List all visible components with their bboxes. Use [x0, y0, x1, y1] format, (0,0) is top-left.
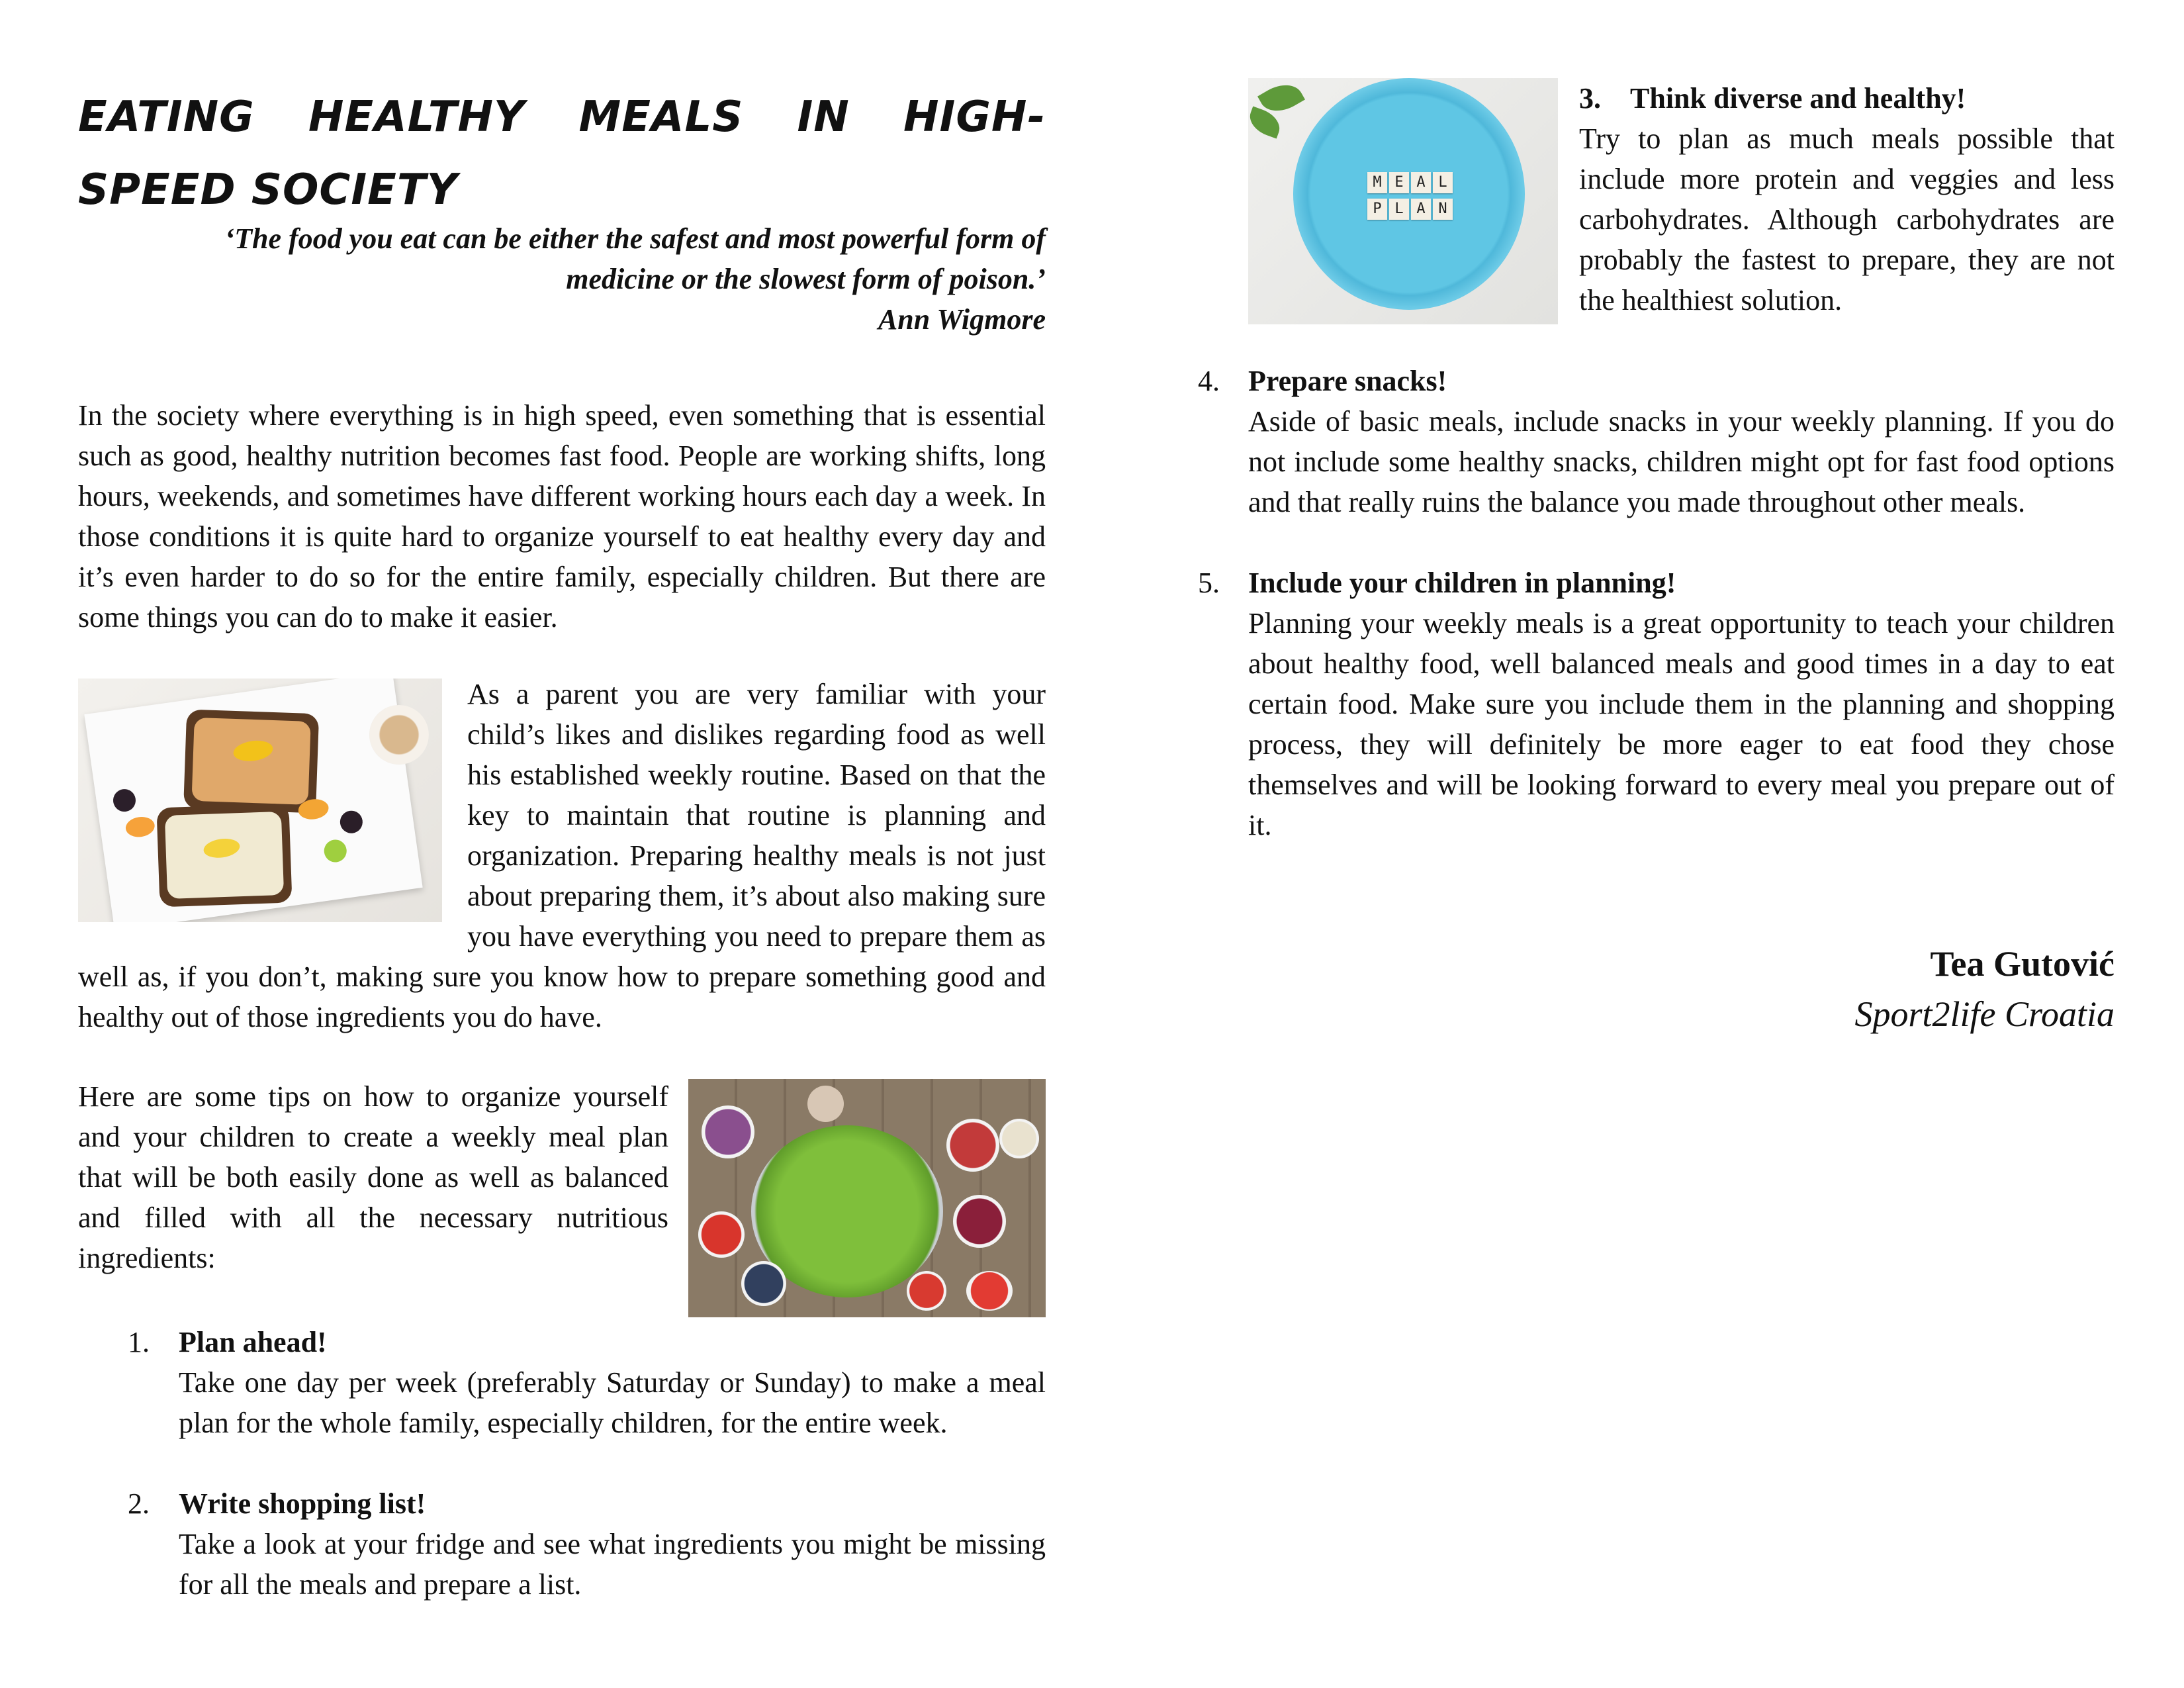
letter-tile: N	[1433, 199, 1453, 220]
tips-intro-paragraph: Here are some tips on how to organize yourself and your children to create a weekly meal plan that will be both easily done as well as balanced and filled with all the necessary nutritious ingredients:	[78, 1080, 668, 1274]
tip-3-text: Try to plan as much meals possible that include more protein and veggies and less carbohydrates. Although carbohydrates are probably the fastest to prepare, they are not the healthiest solution.	[1579, 122, 2115, 316]
tip-1-text: Take one day per week (preferably Saturday or Sunday) to make a meal plan for the whole family, especially children, for the entire week.	[179, 1366, 1046, 1439]
tip-2-text: Take a look at your fridge and see what ingredients you might be missing for all the meals and prepare a list.	[179, 1528, 1046, 1601]
tip-1-number: 1.	[128, 1326, 150, 1358]
tip-1	[78, 1322, 1046, 1443]
tips-intro-block	[78, 1076, 1046, 1324]
tip-5-heading: Include your children in planning!	[1248, 567, 1676, 599]
tip-5-number: 5.	[1198, 567, 1220, 599]
breakfast-toast-photo	[78, 679, 442, 922]
letter-tile: L	[1389, 199, 1409, 220]
parent-paragraph-block	[78, 674, 1046, 1037]
letter-tile: A	[1411, 199, 1431, 220]
intro-paragraph-block	[78, 395, 1046, 637]
parent-paragraph: As a parent you are very familiar with your child’s likes and dislikes regarding food as well his established weekly routine. Based on that the key to maintain that routine is planning and organization. Preparing healthy meals is not just about preparing them, it’s about also making sure you have everything you need to prepare them as well as, if you don’t, making sure you know how to prepare something good and healthy out of those ingredients you do have.	[78, 678, 1046, 1033]
tip-3-heading: Think diverse and healthy!	[1630, 82, 1966, 115]
toast-hummus	[183, 709, 319, 813]
tip-4-text: Aside of basic meals, include snacks in your weekly planning. If you do not include some healthy snacks, children might opt for fast food options and that really ruins the balance you made throughout other meals.	[1248, 405, 2115, 518]
epigraph	[78, 218, 1046, 340]
tip-2	[78, 1483, 1046, 1605]
tip-2-heading: Write shopping list!	[179, 1487, 426, 1520]
white-plate	[84, 679, 422, 922]
tip-4-heading: Prepare snacks!	[1248, 365, 1447, 397]
letter-tile: E	[1389, 172, 1409, 193]
article-title: EATING HEALTHY MEALS IN HIGH-SPEED SOCIETY	[78, 93, 1046, 214]
tip-4-number: 4.	[1198, 365, 1220, 397]
tip-5	[1191, 563, 2115, 845]
letter-tile: M	[1367, 172, 1387, 193]
quote-author: Ann Wigmore	[878, 303, 1046, 336]
tip-3-number: 3.	[1579, 82, 1601, 115]
letter-tile: L	[1433, 172, 1453, 193]
coffee-cup	[369, 705, 429, 765]
letter-tile: P	[1367, 199, 1387, 220]
tip-2-number: 2.	[128, 1487, 150, 1520]
author-name: Tea Gutović	[1930, 944, 2115, 984]
author-organization: Sport2life Croatia	[1854, 994, 2115, 1034]
salad-bowls-photo	[688, 1079, 1046, 1317]
tip-4	[1191, 361, 2115, 522]
author-signature	[1854, 939, 2115, 1039]
quote-line-2: medicine or the slowest form of poison.’	[566, 263, 1046, 295]
tip-5-text: Planning your weekly meals is a great opportunity to teach your children about healthy food, well balanced meals and good times in a day to eat certain food. Make sure you include them in the planning and shopping process, they will definitely be more eager to eat food they chose themselves and will be looking forward to every meal you prepare out of it.	[1248, 607, 2115, 841]
intro-paragraph: In the society where everything is in high speed, even something that is essential such as good, healthy nutrition becomes fast food. People are working shifts, long hours, weekends, and sometimes have different working hours each day a week. In those conditions it is quite hard to organize yourself to eat healthy every day and it’s even harder to do so for the entire family, especially children. But there are some things you can do to make it easier.	[78, 399, 1046, 633]
tip-1-heading: Plan ahead!	[179, 1326, 327, 1358]
letter-tile: A	[1411, 172, 1431, 193]
quote-line-1: ‘The food you eat can be either the safest and most powerful form of	[224, 222, 1046, 255]
tip-3	[1191, 78, 2115, 320]
